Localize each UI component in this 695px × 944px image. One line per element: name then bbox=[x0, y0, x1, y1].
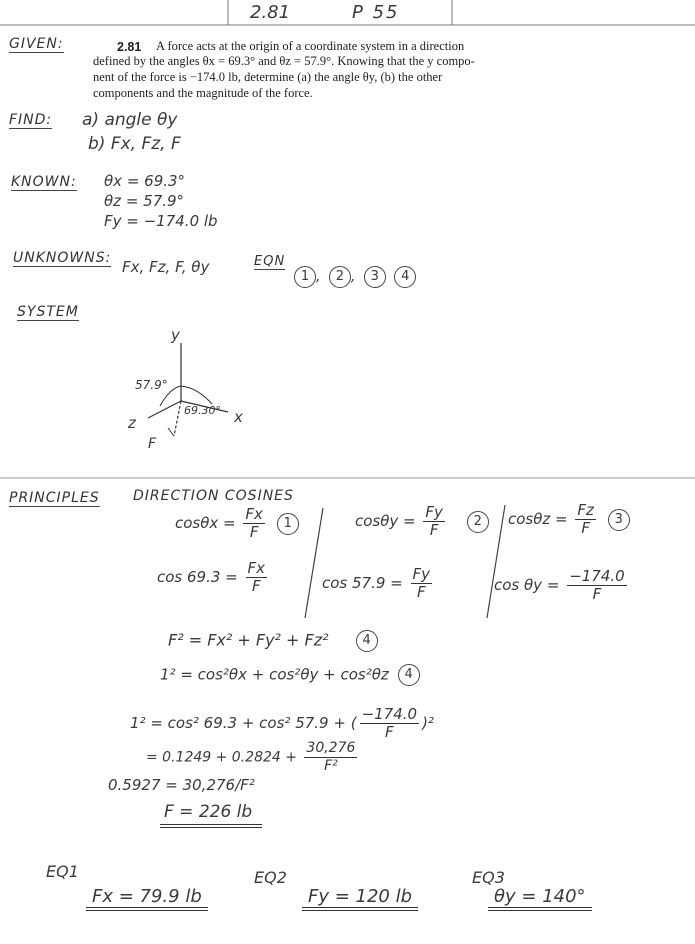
work-line-1-den: F bbox=[385, 723, 394, 741]
work-line-2 bbox=[146, 740, 360, 775]
force-label: F bbox=[148, 436, 157, 452]
result-fx: Fx = 79.9 lb bbox=[86, 886, 208, 911]
sub2-den: F bbox=[416, 583, 426, 601]
header-page: P 55 bbox=[352, 2, 400, 23]
principles-label: PRINCIPLES bbox=[9, 490, 100, 506]
given-line-4: components and the magnitude of the force. bbox=[93, 86, 313, 100]
given-line-1: A force acts at the origin of a coordinate system in a direction bbox=[156, 39, 465, 53]
result-eq3-label: EQ3 bbox=[472, 868, 505, 887]
unknowns-value: Fx, Fz, F, θy bbox=[122, 258, 210, 276]
eq1-num: Fx bbox=[245, 505, 263, 523]
header-problem: 2.81 bbox=[250, 2, 291, 23]
result-thetay: θy = 140° bbox=[488, 886, 592, 911]
known-thetaz: θz = 57.9° bbox=[104, 192, 185, 210]
eqn-tag-2: 2 bbox=[329, 266, 351, 288]
given-problem-number: 2.81 bbox=[117, 40, 142, 54]
eq4b-tag: 4 bbox=[398, 664, 420, 686]
eq3 bbox=[508, 502, 630, 537]
eq4a-text: F² = Fx² + Fy² + Fz² bbox=[168, 630, 329, 650]
sub1-num: Fx bbox=[247, 559, 266, 577]
work-line-1 bbox=[130, 706, 434, 741]
eq1-lhs: cosθx = bbox=[175, 514, 236, 532]
given-line-3: nent of the force is −174.0 lb, determine (a) the angle θy, (b) the other bbox=[93, 70, 443, 84]
axis-x-label: x bbox=[234, 408, 243, 426]
sub1-lhs: cos 69.3 = bbox=[157, 568, 238, 586]
direction-cosines-title: DIRECTION COSINES bbox=[133, 488, 294, 504]
sub3 bbox=[494, 568, 630, 603]
eq4a bbox=[168, 630, 378, 652]
given-label: GIVEN: bbox=[9, 36, 64, 52]
eq2-lhs: cosθy = bbox=[355, 512, 416, 530]
sub1-den: F bbox=[251, 577, 261, 595]
eqn-tag-1: 1 bbox=[294, 266, 316, 288]
system-label: SYSTEM bbox=[17, 304, 79, 320]
work-line-2-a: = 0.1249 + 0.2824 + bbox=[146, 749, 297, 766]
sub2-lhs: cos 57.9 = bbox=[322, 574, 403, 592]
unknowns-label: UNKNOWNS: bbox=[13, 250, 112, 266]
eq1-tag: 1 bbox=[277, 513, 299, 535]
work-line-2-den: F² bbox=[324, 758, 338, 774]
eq1-den: F bbox=[249, 523, 259, 541]
sub1 bbox=[157, 560, 270, 595]
result-eq1-label: EQ1 bbox=[46, 862, 79, 881]
axis-y-label: y bbox=[171, 326, 180, 344]
sub2-num: Fy bbox=[412, 565, 431, 583]
known-fy: Fy = −174.0 lb bbox=[104, 212, 218, 230]
work-line-2-num: 30,276 bbox=[306, 740, 356, 756]
eq3-tag: 3 bbox=[608, 509, 630, 531]
result-fy: Fy = 120 lb bbox=[302, 886, 418, 911]
eqn-label: EQN bbox=[254, 254, 286, 269]
known-thetax: θx = 69.3° bbox=[104, 172, 186, 190]
result-f: F = 226 lb bbox=[160, 802, 262, 828]
eq3-den: F bbox=[581, 519, 590, 537]
eq2-tag: 2 bbox=[467, 511, 489, 533]
eq2-num: Fy bbox=[425, 503, 443, 521]
find-b: b) Fx, Fz, F bbox=[88, 134, 181, 154]
angle-z-label: 57.9° bbox=[135, 378, 168, 392]
work-line-1-b: )² bbox=[422, 714, 434, 732]
eq4a-tag: 4 bbox=[356, 630, 378, 652]
given-line-2: defined by the angles θx = 69.3° and θz = 57.9°. Knowing that the y compo- bbox=[93, 54, 475, 68]
eq3-num: Fz bbox=[577, 501, 594, 519]
find-label: FIND: bbox=[9, 112, 53, 128]
eqn-tag-3: 3 bbox=[364, 266, 386, 288]
sub3-lhs: cos θy = bbox=[494, 576, 560, 594]
sub3-den: F bbox=[592, 585, 602, 603]
axis-z-label: z bbox=[128, 414, 136, 432]
known-label: KNOWN: bbox=[11, 174, 77, 190]
sub3-num: −174.0 bbox=[569, 567, 625, 585]
find-a: a) angle θy bbox=[82, 110, 178, 130]
eq3-lhs: cosθz = bbox=[508, 510, 568, 528]
eq4b-text: 1² = cos²θx + cos²θy + cos²θz bbox=[160, 665, 389, 684]
angle-x-label: 69.30° bbox=[184, 404, 221, 417]
sub2 bbox=[322, 566, 435, 601]
eqn-tag-4: 4 bbox=[394, 266, 416, 288]
work-line-1-a: 1² = cos² 69.3 + cos² 57.9 + ( bbox=[130, 714, 357, 732]
eqn-list: 1 , 2 , 3 4 bbox=[290, 266, 416, 288]
eq2 bbox=[355, 504, 489, 539]
result-eq2-label: EQ2 bbox=[254, 868, 287, 887]
eq4b bbox=[160, 664, 420, 686]
eq1 bbox=[175, 506, 299, 541]
work-line-3: 0.5927 = 30,276/F² bbox=[108, 776, 255, 794]
eq2-den: F bbox=[429, 521, 439, 539]
work-line-1-num: −174.0 bbox=[361, 705, 418, 723]
